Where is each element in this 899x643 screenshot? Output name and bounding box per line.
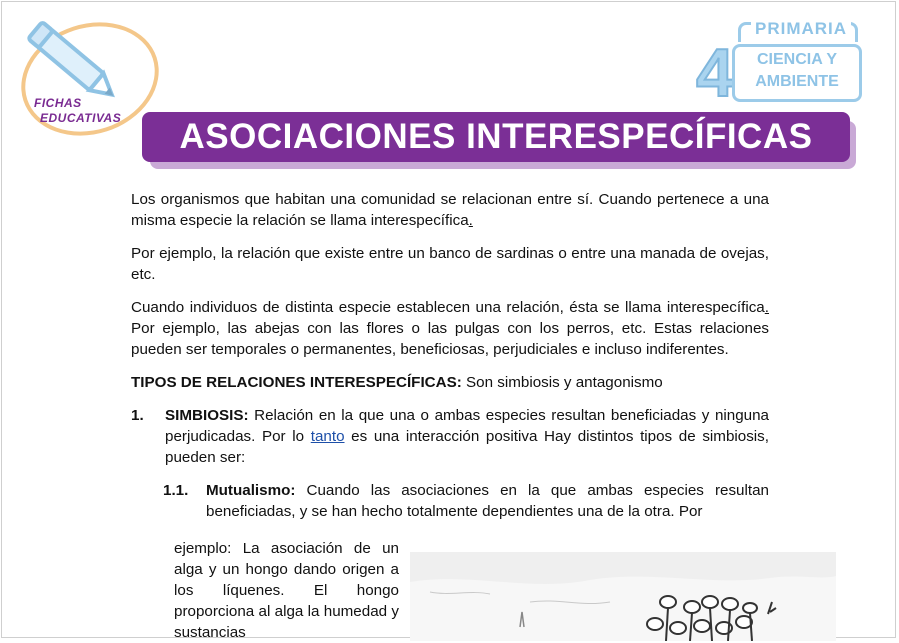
paragraph-3 (131, 297, 769, 360)
list-item-mutualismo (131, 480, 769, 522)
subject-line2: AMBIENTE (755, 73, 839, 90)
grade-number: 4 (696, 35, 734, 111)
paragraph-2: Por ejemplo, la relación que existe entre un banco de sardinas o entre una manada de ovejas, etc. (131, 245, 769, 283)
simbiosis-text-b: es una interacción positiva Hay distintos tipos de simbiosis, pueden ser: (165, 428, 769, 466)
grade-subject-badge (690, 18, 870, 111)
mutualismo-text: Cuando las asociaciones en la que ambas especies resultan beneficiadas, y se han hecho totalmente dependientes una de la otra. Por (206, 482, 769, 520)
mutualismo-label: Mutualismo: (206, 482, 296, 499)
level-label: PRIMARIA (751, 19, 851, 39)
level-frame (738, 19, 858, 42)
logo-text-line1: FICHAS (34, 96, 82, 110)
paragraph-3-dot: . (764, 299, 769, 316)
subject-box (732, 44, 862, 102)
simbiosis-label: SIMBIOSIS: (165, 407, 249, 424)
lichen-drawing (410, 552, 836, 641)
subject-line1: CIENCIA Y (756, 51, 837, 68)
types-paragraph (131, 372, 769, 393)
paragraph-1-dot: . (468, 212, 473, 229)
paragraph-1-text: Los organismos que habitan una comunidad se relacionan entre sí. Cuando pertenece a una misma especie la relación se llama interespecífica (131, 191, 769, 229)
types-text: Son simbiosis y antagonismo (461, 374, 663, 391)
paragraph-3-text-b: Por ejemplo, las abejas con las flores o las pulgas con los perros, etc. Estas relaciones pueden ser temporales o permanentes, beneficiosas, perjudiciales e incluso indiferentes. (131, 320, 769, 358)
logo-text-line2: EDUCATIVAS (40, 111, 122, 125)
paragraph-1 (131, 189, 769, 231)
mutualismo-example-text: ejemplo: La asociación de un alga y un hongo dando origen a los líquenes. El hongo proporciona al alga la humedad y sustancias (174, 540, 399, 641)
types-heading: TIPOS DE RELACIONES INTERESPECÍFICAS: (131, 374, 462, 391)
sublist-item-number: 1.1. (163, 482, 189, 499)
tanto-link[interactable]: tanto (310, 428, 345, 445)
list-item-number: 1. (131, 407, 144, 424)
paragraph-3-text-a: Cuando individuos de distinta especie establecen una relación, ésta se llama interespecífica (131, 299, 765, 316)
document-body (131, 189, 769, 522)
lichen-illustration (410, 552, 836, 641)
list-item-simbiosis (131, 405, 769, 468)
simbiosis-text-a: Relación en la que una o ambas especies resultan beneficiadas y ninguna perjudicadas. Por lo (165, 407, 769, 445)
title-banner (142, 112, 850, 162)
page-title: ASOCIACIONES INTERESPECÍFICAS (179, 117, 813, 156)
